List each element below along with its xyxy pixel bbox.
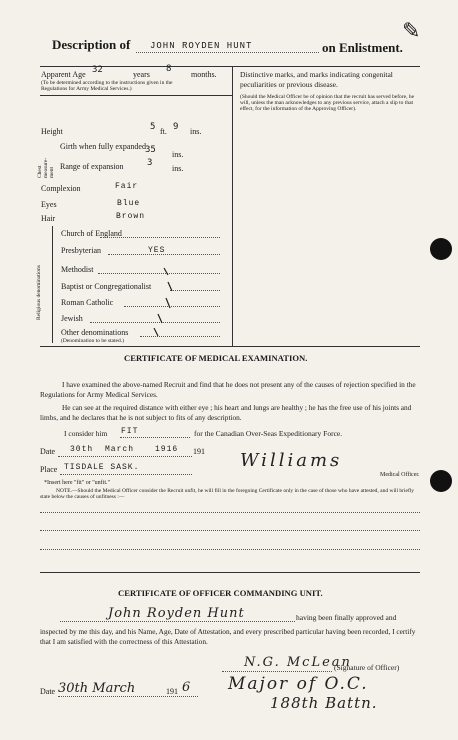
hair-label: Hair <box>41 214 56 223</box>
mid-rule <box>40 346 420 347</box>
range-value: 3 <box>147 158 153 168</box>
place-value: TISDALE SASK. <box>64 463 140 472</box>
dots-cofe <box>100 237 220 238</box>
unfit-line-2 <box>40 530 420 531</box>
complexion-value: Fair <box>115 182 139 191</box>
lower-rule <box>40 572 420 573</box>
religious-label: Religious denominations <box>36 265 42 320</box>
officer-text-1: having been finally approved and <box>296 613 397 622</box>
presbyterian-value: YES <box>148 246 166 255</box>
officer-date-line <box>58 696 198 697</box>
ft-label: ft. <box>160 127 167 136</box>
unfit-line-1 <box>40 512 420 513</box>
denom-church-of-england: Church of England <box>61 229 122 238</box>
officer-battalion: 188th Battn. <box>270 694 378 712</box>
officer-date-year-prefix: 191 <box>166 687 178 696</box>
medical-date-year: 1916 <box>155 445 179 454</box>
denom-other: Other denominations <box>61 328 129 337</box>
eyes-label: Eyes <box>41 200 57 209</box>
chest-label: Chest measure-ment <box>37 157 55 178</box>
apparent-age-months: 8 <box>166 64 172 74</box>
marks-note: (Should the Medical Officer be of opinion that the recruit has served before, he will, unless the man acknowledges to any previous service, attach a slip to that effect, for the information of the Approving Officer). <box>240 94 415 112</box>
height-label: Height <box>41 127 63 136</box>
denom-jewish: Jewish <box>61 314 83 323</box>
title-suffix: on Enlistment. <box>322 40 403 55</box>
height-in: 9 <box>173 122 179 132</box>
title-prefix: Description of <box>52 37 131 52</box>
medical-officer-signature: Williams <box>240 450 343 471</box>
apparent-age-years: 32 <box>92 65 103 75</box>
medical-note: NOTE.—Should the Medical Officer consider the Recruit unfit, he will fill in the foregoing Certificate only in the case of those who have attested, and will briefly state below the causes of unfitness :— <box>40 488 415 500</box>
medical-officer-label: Medical Officer. <box>380 472 420 478</box>
consider-suffix: for the Canadian Over-Seas Expeditionary Force. <box>194 429 343 438</box>
ins-label: ins. <box>190 127 202 136</box>
officer-date-value: 30th March <box>58 681 136 696</box>
fit-note: *Insert here "fit" or "unfit." <box>44 480 110 486</box>
officer-signature-label: (Signature of Officer) <box>334 663 400 672</box>
denom-baptist: Baptist or Congregationalist <box>61 282 152 291</box>
recruit-name: JOHN ROYDEN HUNT <box>150 41 253 51</box>
religion-bracket <box>52 226 53 343</box>
hair-value: Brown <box>116 212 146 221</box>
medical-para-1: I have examined the above-named Recruit and find that he does not present any of the causes of rejection specified in the Regulations for Army Medical Services. <box>40 380 416 399</box>
range-ins: ins. <box>172 164 184 173</box>
medical-date-line <box>58 456 192 457</box>
medical-date-label: Date <box>40 447 56 456</box>
officer-heading: CERTIFICATE OF OFFICER COMMANDING UNIT. <box>118 588 323 598</box>
fit-line <box>120 437 190 438</box>
medical-date-month: March <box>105 445 135 454</box>
medical-date-day: 30th <box>70 445 94 454</box>
officer-signature-line <box>222 671 332 672</box>
cross-out-strokes <box>140 258 220 338</box>
medical-date-suffix: 191 <box>193 447 205 456</box>
denom-methodist: Methodist <box>61 265 94 274</box>
officer-signature: N.G. McLean <box>244 655 352 670</box>
unfit-line-3 <box>40 549 420 550</box>
punch-hole-bottom <box>430 470 452 492</box>
denom-presbyterian: Presbyterian <box>61 246 101 255</box>
officer-rank: Major of O.C. <box>228 674 369 694</box>
place-line <box>60 474 192 475</box>
denomination-note: (Denomination to be stated.) <box>61 338 124 344</box>
eyes-value: Blue <box>117 199 141 208</box>
girth-value: 35 <box>145 145 156 155</box>
denom-roman-catholic: Roman Catholic <box>61 298 114 307</box>
girth-ins: ins. <box>172 150 184 159</box>
years-label: years <box>133 70 150 79</box>
officer-text-2: inspected by me this day, and his Name, Age, Date of Attestation, and every prescribed particular having been recorded, I certify that I am satisfied with the correctness of this Attestation. <box>40 627 416 646</box>
officer-name-line <box>60 621 295 622</box>
range-label: Range of expansion <box>60 162 124 171</box>
consider-prefix: I consider him <box>64 429 108 438</box>
months-label: months. <box>191 70 217 79</box>
place-label: Place <box>40 465 58 474</box>
fit-value: FIT <box>121 427 139 436</box>
officer-date-label: Date <box>40 687 56 696</box>
height-ft: 5 <box>150 122 156 132</box>
age-note: (To be determined according to the instructions given in the Regulations for Army Medical Services.) <box>41 80 173 92</box>
apparent-age-label: Apparent Age <box>41 70 86 79</box>
ink-mark: ✎ <box>402 18 421 43</box>
age-rule <box>40 95 232 96</box>
medical-heading: CERTIFICATE OF MEDICAL EXAMINATION. <box>124 353 308 363</box>
punch-hole-top <box>430 238 452 260</box>
title-name-line <box>136 52 319 53</box>
dots-presb <box>108 254 220 255</box>
column-divider <box>232 66 233 346</box>
medical-para-2: He can see at the required distance with either eye ; his heart and lungs are healthy ; he has the free use of his joints and limbs, and he declares that he is not subject to fits of any description. <box>40 403 412 422</box>
marks-heading: Distinctive marks, and marks indicating congenital peculiarities or previous disease. <box>240 70 393 89</box>
officer-recruit-name: John Royden Hunt <box>108 606 245 621</box>
girth-label: Girth when fully expanded <box>60 142 146 151</box>
complexion-label: Complexion <box>41 184 81 193</box>
officer-date-year-digit: 6 <box>182 680 191 695</box>
